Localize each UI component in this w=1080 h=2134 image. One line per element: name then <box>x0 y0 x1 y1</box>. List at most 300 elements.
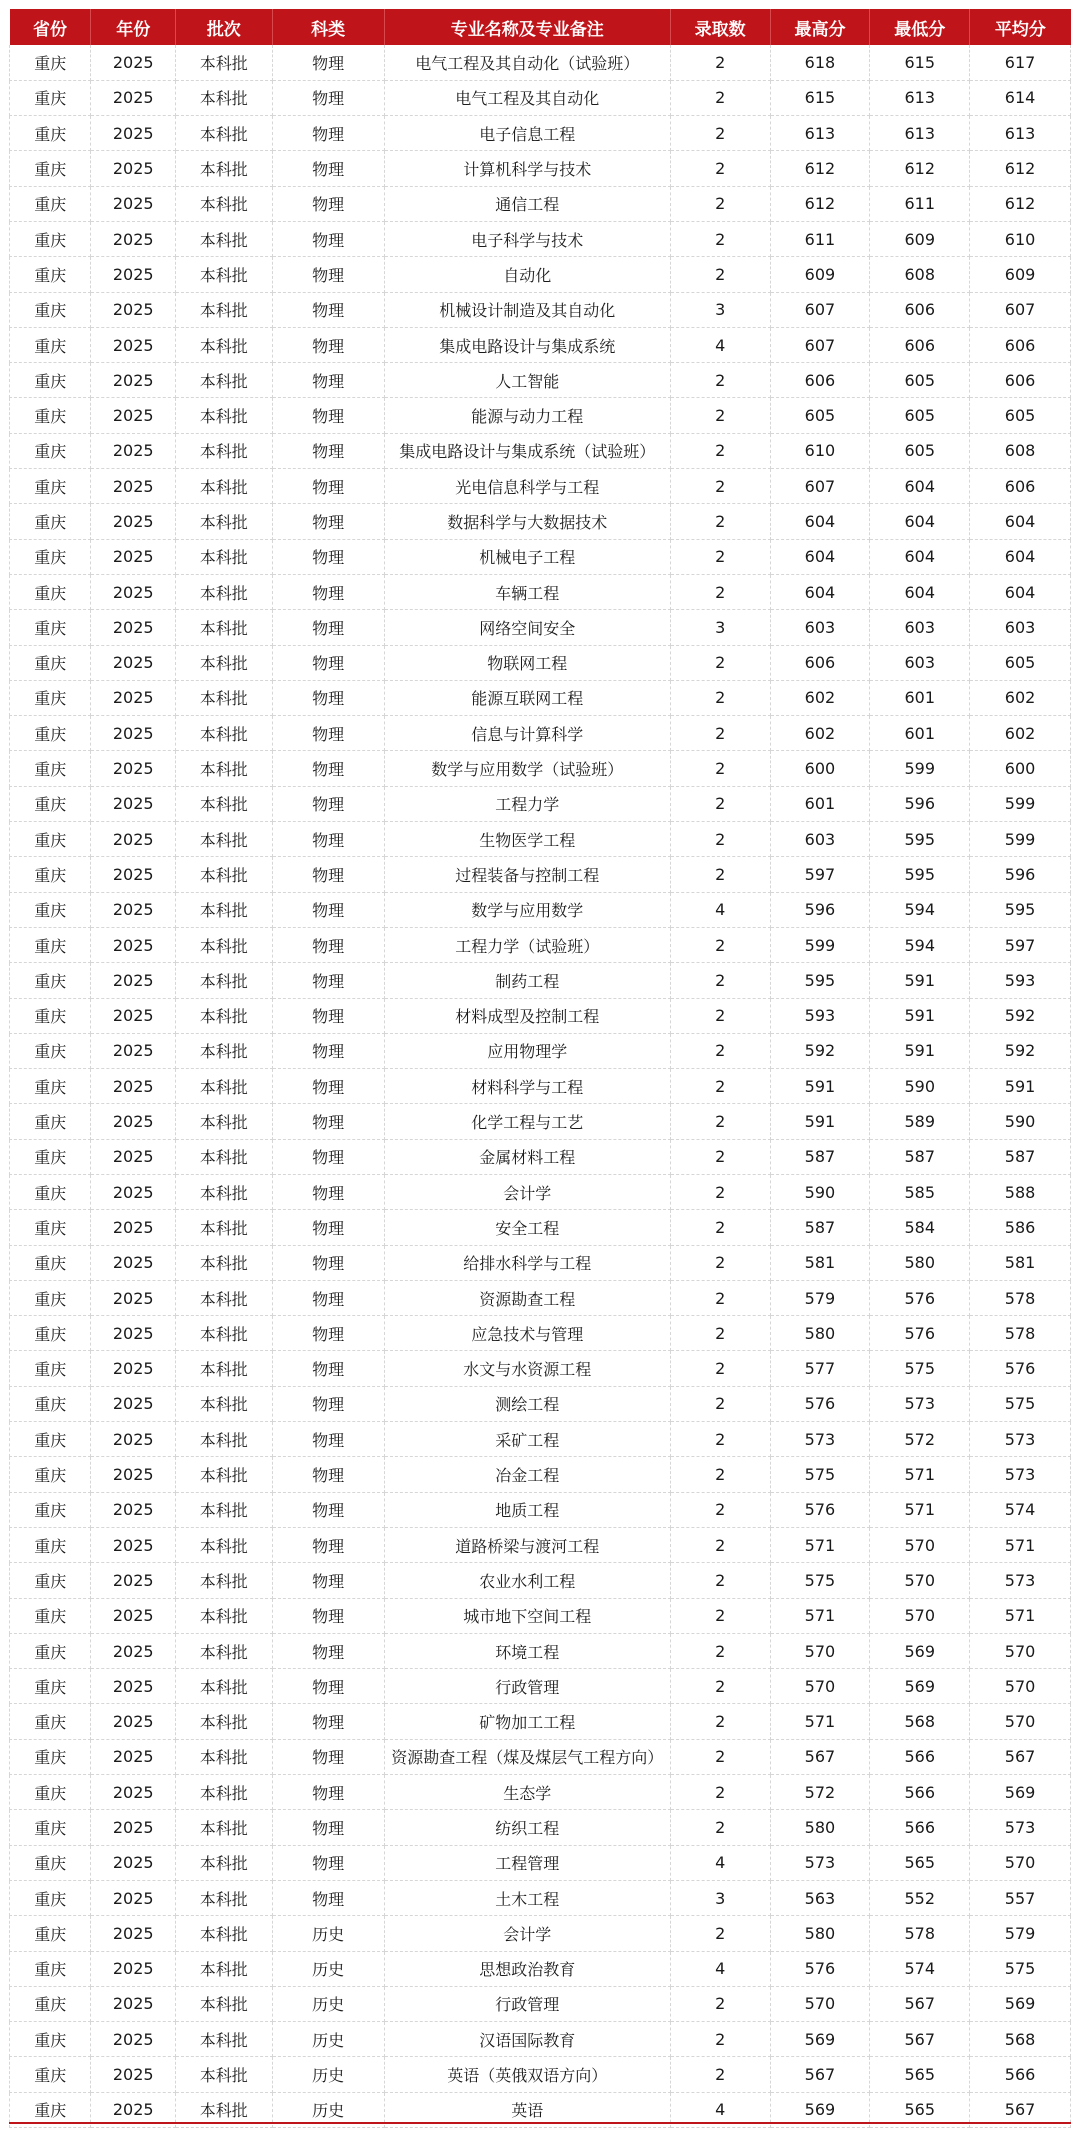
table-row <box>10 1280 1071 1315</box>
avg-score-cell: 609 <box>970 257 1071 292</box>
avg-score-cell: 586 <box>970 1210 1071 1245</box>
admitted-count-cell: 2 <box>670 1280 770 1315</box>
province-cell: 重庆 <box>10 1316 91 1351</box>
major-name-cell: 城市地下空间工程 <box>384 1598 670 1633</box>
min-score-cell: 605 <box>870 363 970 398</box>
admitted-count-cell: 2 <box>670 116 770 151</box>
min-score-cell: 615 <box>870 45 970 80</box>
batch-cell: 本科批 <box>175 1633 272 1668</box>
year-cell: 2025 <box>91 1633 176 1668</box>
batch-cell: 本科批 <box>175 1316 272 1351</box>
admitted-count-cell: 2 <box>670 1739 770 1774</box>
table-row <box>10 292 1071 327</box>
min-score-cell: 566 <box>870 1775 970 1810</box>
table-row <box>10 1069 1071 1104</box>
avg-score-cell: 595 <box>970 892 1071 927</box>
batch-cell: 本科批 <box>175 1527 272 1562</box>
major-name-cell: 生物医学工程 <box>384 822 670 857</box>
min-score-cell: 552 <box>870 1880 970 1915</box>
year-cell: 2025 <box>91 1527 176 1562</box>
admitted-count-cell: 2 <box>670 504 770 539</box>
major-name-cell: 计算机科学与技术 <box>384 151 670 186</box>
avg-score-cell: 575 <box>970 1386 1071 1421</box>
subject-type-cell: 物理 <box>272 1563 384 1598</box>
subject-type-cell: 物理 <box>272 751 384 786</box>
table-row <box>10 1527 1071 1562</box>
avg-score-cell: 573 <box>970 1422 1071 1457</box>
min-score-cell: 603 <box>870 610 970 645</box>
table-row <box>10 645 1071 680</box>
batch-cell: 本科批 <box>175 292 272 327</box>
batch-cell: 本科批 <box>175 1880 272 1915</box>
max-score-cell: 579 <box>770 1280 870 1315</box>
table-row <box>10 186 1071 221</box>
avg-score-cell: 571 <box>970 1598 1071 1633</box>
year-cell: 2025 <box>91 1069 176 1104</box>
table-row <box>10 1245 1071 1280</box>
table-row <box>10 539 1071 574</box>
year-cell: 2025 <box>91 1280 176 1315</box>
admitted-count-cell: 4 <box>670 892 770 927</box>
province-cell: 重庆 <box>10 2022 91 2057</box>
major-name-cell: 给排水科学与工程 <box>384 1245 670 1280</box>
min-score-cell: 575 <box>870 1351 970 1386</box>
province-cell: 重庆 <box>10 1986 91 2021</box>
subject-type-cell: 历史 <box>272 2022 384 2057</box>
batch-cell: 本科批 <box>175 45 272 80</box>
province-cell: 重庆 <box>10 1422 91 1457</box>
table-row <box>10 1139 1071 1174</box>
table-row <box>10 1633 1071 1668</box>
subject-type-cell: 历史 <box>272 1916 384 1951</box>
max-score-cell: 615 <box>770 80 870 115</box>
min-score-cell: 569 <box>870 1669 970 1704</box>
max-score-cell: 595 <box>770 963 870 998</box>
batch-cell: 本科批 <box>175 1916 272 1951</box>
subject-type-cell: 物理 <box>272 1775 384 1810</box>
province-cell: 重庆 <box>10 998 91 1033</box>
admitted-count-cell: 2 <box>670 1351 770 1386</box>
table-row <box>10 1986 1071 2021</box>
min-score-cell: 587 <box>870 1139 970 1174</box>
max-score-cell: 601 <box>770 786 870 821</box>
province-cell: 重庆 <box>10 574 91 609</box>
batch-cell: 本科批 <box>175 1563 272 1598</box>
year-cell: 2025 <box>91 610 176 645</box>
admitted-count-cell: 2 <box>670 1810 770 1845</box>
batch-cell: 本科批 <box>175 1280 272 1315</box>
min-score-cell: 570 <box>870 1563 970 1598</box>
admitted-count-cell: 2 <box>670 786 770 821</box>
table-bottom-rule <box>9 2122 1071 2124</box>
year-cell: 2025 <box>91 433 176 468</box>
batch-cell: 本科批 <box>175 963 272 998</box>
avg-score-cell: 591 <box>970 1069 1071 1104</box>
admitted-count-cell: 4 <box>670 2092 770 2127</box>
table-row <box>10 1492 1071 1527</box>
subject-type-cell: 物理 <box>272 1457 384 1492</box>
header-province: 省份 <box>10 9 91 45</box>
year-cell: 2025 <box>91 1916 176 1951</box>
province-cell: 重庆 <box>10 1880 91 1915</box>
subject-type-cell: 物理 <box>272 1527 384 1562</box>
province-cell: 重庆 <box>10 963 91 998</box>
min-score-cell: 584 <box>870 1210 970 1245</box>
admitted-count-cell: 2 <box>670 80 770 115</box>
province-cell: 重庆 <box>10 116 91 151</box>
admitted-count-cell: 2 <box>670 574 770 609</box>
year-cell: 2025 <box>91 221 176 256</box>
subject-type-cell: 物理 <box>272 1104 384 1139</box>
batch-cell: 本科批 <box>175 151 272 186</box>
avg-score-cell: 602 <box>970 716 1071 751</box>
avg-score-cell: 613 <box>970 116 1071 151</box>
min-score-cell: 567 <box>870 1986 970 2021</box>
admitted-count-cell: 2 <box>670 1492 770 1527</box>
table-row <box>10 1598 1071 1633</box>
batch-cell: 本科批 <box>175 1104 272 1139</box>
batch-cell: 本科批 <box>175 1810 272 1845</box>
batch-cell: 本科批 <box>175 398 272 433</box>
province-cell: 重庆 <box>10 1775 91 1810</box>
min-score-cell: 565 <box>870 2057 970 2092</box>
province-cell: 重庆 <box>10 857 91 892</box>
year-cell: 2025 <box>91 1422 176 1457</box>
major-name-cell: 思想政治教育 <box>384 1951 670 1986</box>
major-name-cell: 生态学 <box>384 1775 670 1810</box>
year-cell: 2025 <box>91 892 176 927</box>
year-cell: 2025 <box>91 1775 176 1810</box>
admitted-count-cell: 2 <box>670 680 770 715</box>
table-row <box>10 1916 1071 1951</box>
min-score-cell: 594 <box>870 892 970 927</box>
batch-cell: 本科批 <box>175 1704 272 1739</box>
batch-cell: 本科批 <box>175 2057 272 2092</box>
subject-type-cell: 物理 <box>272 1316 384 1351</box>
major-name-cell: 数学与应用数学 <box>384 892 670 927</box>
table-row <box>10 822 1071 857</box>
batch-cell: 本科批 <box>175 221 272 256</box>
province-cell: 重庆 <box>10 1669 91 1704</box>
avg-score-cell: 569 <box>970 1775 1071 1810</box>
min-score-cell: 604 <box>870 504 970 539</box>
max-score-cell: 602 <box>770 716 870 751</box>
min-score-cell: 590 <box>870 1069 970 1104</box>
year-cell: 2025 <box>91 716 176 751</box>
year-cell: 2025 <box>91 1457 176 1492</box>
province-cell: 重庆 <box>10 1739 91 1774</box>
avg-score-cell: 602 <box>970 680 1071 715</box>
province-cell: 重庆 <box>10 363 91 398</box>
batch-cell: 本科批 <box>175 1775 272 1810</box>
avg-score-cell: 578 <box>970 1316 1071 1351</box>
major-name-cell: 金属材料工程 <box>384 1139 670 1174</box>
subject-type-cell: 物理 <box>272 1422 384 1457</box>
province-cell: 重庆 <box>10 1139 91 1174</box>
avg-score-cell: 570 <box>970 1669 1071 1704</box>
min-score-cell: 570 <box>870 1527 970 1562</box>
admitted-count-cell: 2 <box>670 645 770 680</box>
major-name-cell: 电气工程及其自动化（试验班） <box>384 45 670 80</box>
major-name-cell: 制药工程 <box>384 963 670 998</box>
batch-cell: 本科批 <box>175 433 272 468</box>
batch-cell: 本科批 <box>175 1951 272 1986</box>
year-cell: 2025 <box>91 186 176 221</box>
year-cell: 2025 <box>91 1175 176 1210</box>
major-name-cell: 资源勘查工程 <box>384 1280 670 1315</box>
province-cell: 重庆 <box>10 1280 91 1315</box>
subject-type-cell: 物理 <box>272 857 384 892</box>
batch-cell: 本科批 <box>175 1457 272 1492</box>
table-row <box>10 327 1071 362</box>
avg-score-cell: 566 <box>970 2057 1071 2092</box>
admitted-count-cell: 2 <box>670 1422 770 1457</box>
major-name-cell: 过程装备与控制工程 <box>384 857 670 892</box>
avg-score-cell: 592 <box>970 998 1071 1033</box>
batch-cell: 本科批 <box>175 2092 272 2127</box>
subject-type-cell: 物理 <box>272 327 384 362</box>
major-name-cell: 应急技术与管理 <box>384 1316 670 1351</box>
header-major-name: 专业名称及专业备注 <box>384 9 670 45</box>
table-row <box>10 1951 1071 1986</box>
subject-type-cell: 物理 <box>272 1598 384 1633</box>
admitted-count-cell: 2 <box>670 398 770 433</box>
min-score-cell: 604 <box>870 469 970 504</box>
admitted-count-cell: 2 <box>670 1527 770 1562</box>
admitted-count-cell: 2 <box>670 1563 770 1598</box>
table-row <box>10 469 1071 504</box>
avg-score-cell: 588 <box>970 1175 1071 1210</box>
min-score-cell: 574 <box>870 1951 970 1986</box>
subject-type-cell: 历史 <box>272 1986 384 2021</box>
avg-score-cell: 567 <box>970 2092 1071 2127</box>
batch-cell: 本科批 <box>175 927 272 962</box>
avg-score-cell: 599 <box>970 822 1071 857</box>
header-max-score: 最高分 <box>770 9 870 45</box>
min-score-cell: 580 <box>870 1245 970 1280</box>
max-score-cell: 571 <box>770 1527 870 1562</box>
max-score-cell: 569 <box>770 2022 870 2057</box>
table-row <box>10 221 1071 256</box>
max-score-cell: 573 <box>770 1845 870 1880</box>
table-row <box>10 1422 1071 1457</box>
admitted-count-cell: 2 <box>670 1986 770 2021</box>
min-score-cell: 570 <box>870 1598 970 1633</box>
major-name-cell: 冶金工程 <box>384 1457 670 1492</box>
year-cell: 2025 <box>91 1139 176 1174</box>
province-cell: 重庆 <box>10 45 91 80</box>
year-cell: 2025 <box>91 2057 176 2092</box>
major-name-cell: 化学工程与工艺 <box>384 1104 670 1139</box>
avg-score-cell: 581 <box>970 1245 1071 1280</box>
max-score-cell: 575 <box>770 1563 870 1598</box>
province-cell: 重庆 <box>10 327 91 362</box>
subject-type-cell: 物理 <box>272 1880 384 1915</box>
min-score-cell: 576 <box>870 1280 970 1315</box>
header-subject-type: 科类 <box>272 9 384 45</box>
admitted-count-cell: 3 <box>670 1880 770 1915</box>
province-cell: 重庆 <box>10 1527 91 1562</box>
min-score-cell: 604 <box>870 539 970 574</box>
subject-type-cell: 物理 <box>272 610 384 645</box>
avg-score-cell: 605 <box>970 645 1071 680</box>
avg-score-cell: 597 <box>970 927 1071 962</box>
header-avg-score: 平均分 <box>970 9 1071 45</box>
admitted-count-cell: 2 <box>670 186 770 221</box>
max-score-cell: 612 <box>770 186 870 221</box>
header-min-score: 最低分 <box>870 9 970 45</box>
batch-cell: 本科批 <box>175 1245 272 1280</box>
batch-cell: 本科批 <box>175 998 272 1033</box>
major-name-cell: 信息与计算科学 <box>384 716 670 751</box>
province-cell: 重庆 <box>10 1351 91 1386</box>
subject-type-cell: 物理 <box>272 398 384 433</box>
avg-score-cell: 578 <box>970 1280 1071 1315</box>
admitted-count-cell: 2 <box>670 1669 770 1704</box>
admitted-count-cell: 2 <box>670 363 770 398</box>
year-cell: 2025 <box>91 257 176 292</box>
table-row <box>10 1351 1071 1386</box>
year-cell: 2025 <box>91 998 176 1033</box>
max-score-cell: 618 <box>770 45 870 80</box>
avg-score-cell: 570 <box>970 1633 1071 1668</box>
major-name-cell: 集成电路设计与集成系统（试验班） <box>384 433 670 468</box>
year-cell: 2025 <box>91 363 176 398</box>
batch-cell: 本科批 <box>175 1033 272 1068</box>
province-cell: 重庆 <box>10 1386 91 1421</box>
max-score-cell: 570 <box>770 1669 870 1704</box>
province-cell: 重庆 <box>10 1069 91 1104</box>
table-row <box>10 610 1071 645</box>
avg-score-cell: 573 <box>970 1810 1071 1845</box>
year-cell: 2025 <box>91 574 176 609</box>
province-cell: 重庆 <box>10 645 91 680</box>
subject-type-cell: 物理 <box>272 822 384 857</box>
batch-cell: 本科批 <box>175 1739 272 1774</box>
admitted-count-cell: 2 <box>670 1316 770 1351</box>
major-name-cell: 地质工程 <box>384 1492 670 1527</box>
table-row <box>10 116 1071 151</box>
admission-table-container <box>9 9 1071 2128</box>
admitted-count-cell: 2 <box>670 1775 770 1810</box>
subject-type-cell: 物理 <box>272 504 384 539</box>
major-name-cell: 网络空间安全 <box>384 610 670 645</box>
province-cell: 重庆 <box>10 1033 91 1068</box>
max-score-cell: 591 <box>770 1069 870 1104</box>
min-score-cell: 565 <box>870 1845 970 1880</box>
table-row <box>10 1563 1071 1598</box>
subject-type-cell: 物理 <box>272 45 384 80</box>
subject-type-cell: 物理 <box>272 1845 384 1880</box>
year-cell: 2025 <box>91 1210 176 1245</box>
table-row <box>10 363 1071 398</box>
year-cell: 2025 <box>91 1351 176 1386</box>
min-score-cell: 601 <box>870 680 970 715</box>
subject-type-cell: 物理 <box>272 433 384 468</box>
year-cell: 2025 <box>91 2022 176 2057</box>
year-cell: 2025 <box>91 1386 176 1421</box>
max-score-cell: 596 <box>770 892 870 927</box>
province-cell: 重庆 <box>10 2057 91 2092</box>
subject-type-cell: 物理 <box>272 257 384 292</box>
min-score-cell: 578 <box>870 1916 970 1951</box>
major-name-cell: 电子信息工程 <box>384 116 670 151</box>
max-score-cell: 580 <box>770 1316 870 1351</box>
subject-type-cell: 物理 <box>272 892 384 927</box>
min-score-cell: 572 <box>870 1422 970 1457</box>
major-name-cell: 采矿工程 <box>384 1422 670 1457</box>
table-row <box>10 504 1071 539</box>
subject-type-cell: 物理 <box>272 539 384 574</box>
min-score-cell: 596 <box>870 786 970 821</box>
admitted-count-cell: 2 <box>670 469 770 504</box>
admitted-count-cell: 2 <box>670 2022 770 2057</box>
admitted-count-cell: 2 <box>670 1704 770 1739</box>
province-cell: 重庆 <box>10 1598 91 1633</box>
subject-type-cell: 物理 <box>272 1739 384 1774</box>
max-score-cell: 592 <box>770 1033 870 1068</box>
admitted-count-cell: 2 <box>670 1386 770 1421</box>
max-score-cell: 607 <box>770 292 870 327</box>
max-score-cell: 576 <box>770 1492 870 1527</box>
max-score-cell: 602 <box>770 680 870 715</box>
batch-cell: 本科批 <box>175 751 272 786</box>
max-score-cell: 604 <box>770 574 870 609</box>
year-cell: 2025 <box>91 398 176 433</box>
province-cell: 重庆 <box>10 80 91 115</box>
admitted-count-cell: 3 <box>670 610 770 645</box>
subject-type-cell: 物理 <box>272 1069 384 1104</box>
min-score-cell: 613 <box>870 80 970 115</box>
table-row <box>10 45 1071 80</box>
major-name-cell: 环境工程 <box>384 1633 670 1668</box>
avg-score-cell: 604 <box>970 504 1071 539</box>
year-cell: 2025 <box>91 680 176 715</box>
major-name-cell: 机械设计制造及其自动化 <box>384 292 670 327</box>
header-year: 年份 <box>91 9 176 45</box>
year-cell: 2025 <box>91 963 176 998</box>
table-row <box>10 998 1071 1033</box>
avg-score-cell: 579 <box>970 1916 1071 1951</box>
year-cell: 2025 <box>91 2092 176 2127</box>
avg-score-cell: 617 <box>970 45 1071 80</box>
subject-type-cell: 物理 <box>272 292 384 327</box>
table-row <box>10 1457 1071 1492</box>
major-name-cell: 工程力学 <box>384 786 670 821</box>
batch-cell: 本科批 <box>175 1845 272 1880</box>
major-name-cell: 汉语国际教育 <box>384 2022 670 2057</box>
year-cell: 2025 <box>91 927 176 962</box>
province-cell: 重庆 <box>10 1210 91 1245</box>
province-cell: 重庆 <box>10 751 91 786</box>
table-row <box>10 1033 1071 1068</box>
subject-type-cell: 物理 <box>272 963 384 998</box>
year-cell: 2025 <box>91 1951 176 1986</box>
major-name-cell: 能源互联网工程 <box>384 680 670 715</box>
batch-cell: 本科批 <box>175 1386 272 1421</box>
major-name-cell: 机械电子工程 <box>384 539 670 574</box>
major-name-cell: 人工智能 <box>384 363 670 398</box>
year-cell: 2025 <box>91 1669 176 1704</box>
major-name-cell: 材料科学与工程 <box>384 1069 670 1104</box>
major-name-cell: 会计学 <box>384 1175 670 1210</box>
province-cell: 重庆 <box>10 151 91 186</box>
major-name-cell: 电气工程及其自动化 <box>384 80 670 115</box>
year-cell: 2025 <box>91 539 176 574</box>
subject-type-cell: 物理 <box>272 716 384 751</box>
admitted-count-cell: 2 <box>670 1245 770 1280</box>
avg-score-cell: 596 <box>970 857 1071 892</box>
